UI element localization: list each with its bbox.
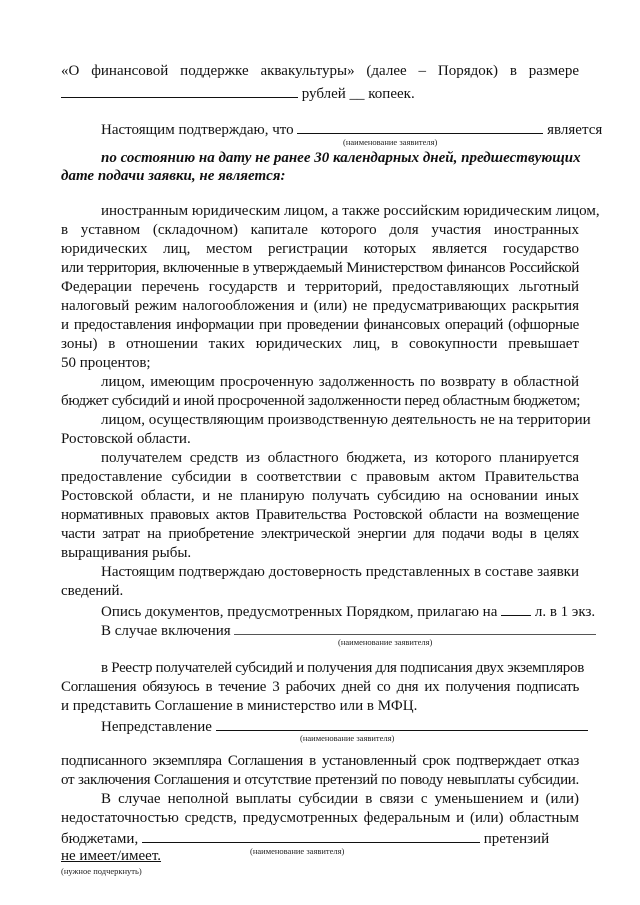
text-line: предоставление субсидии в соответствии с правовым актом Правительства: [61, 469, 579, 485]
amount-line: [61, 83, 415, 103]
caption: (наименование заявителя): [250, 846, 345, 856]
text-line: лицом, имеющим просроченную задолженность по возврату в областной: [101, 374, 579, 390]
text-line: подписанного экземпляра Соглашения в установленный срок подтверждает отказ: [61, 753, 579, 769]
has-claims-options[interactable]: не имеет/имеет.: [61, 848, 162, 864]
text-line: В случае неполной выплаты субсидии в связи с уменьшением и (или): [101, 791, 579, 807]
text-line: является: [547, 122, 603, 138]
text-line: Ростовской области, и не планирую получать субсидию на основании иных: [61, 488, 579, 504]
caption: (наименование заявителя): [338, 637, 433, 647]
text-line: получателем средств из областного бюджета, из которого планируется: [101, 450, 579, 466]
text-line: юридических лиц, местом регистрации которых является государство: [61, 241, 579, 257]
caption: (наименование заявителя): [343, 137, 438, 147]
text-line: или территория, включенные в утверждаемый Министерством финансов Российской: [61, 260, 579, 276]
inventory-line: [101, 601, 595, 621]
text-line: Опись документов, предусмотренных Порядком, прилагаю на: [101, 604, 498, 620]
text-line: налоговый режим налогообложения и (или) не предусматривающих раскрытия: [61, 298, 579, 314]
text-line: зоны) в отношении таких юридических лиц, в совокупности превышает: [61, 336, 579, 352]
text-line: дате подачи заявки, не является:: [61, 168, 286, 184]
text-line: бюджет субсидий и иной просроченной задолженности перед областным бюджетом;: [61, 393, 581, 409]
text-line: выращивания рыбы.: [61, 545, 192, 561]
text-line: и представить Соглашение в министерство или в МФЦ.: [61, 698, 418, 714]
text-line: претензий: [483, 831, 550, 847]
text-line: л. в 1 экз.: [534, 604, 596, 620]
text-line: Федерации перечень государств и территорий, предоставляющих льготный: [61, 279, 579, 295]
text-line: Соглашения обязуюсь в течение 3 рабочих дней со дня их получения подписать: [61, 679, 579, 695]
applicant-name-blank[interactable]: [142, 828, 480, 843]
text-line: и предоставления информации при проведении финансовых операций (офшорные: [61, 317, 579, 333]
text-line: в уставном (складочном) капитале которого доля участия иностранных: [61, 222, 579, 238]
amount-blank[interactable]: [61, 83, 298, 98]
text-line: лицом, осуществляющим производственную деятельность не на территории: [101, 412, 591, 428]
applicant-name-blank[interactable]: [297, 119, 543, 134]
applicant-name-blank[interactable]: [216, 716, 588, 731]
text-line: в Реестр получателей субсидий и получения для подписания двух экземпляров: [101, 660, 584, 676]
text-line: Настоящим подтверждаю, что: [101, 122, 294, 138]
text-line: «О финансовой поддержке аквакультуры» (далее – Порядок) в размере: [61, 63, 579, 79]
caption: (наименование заявителя): [300, 733, 395, 743]
text-line: недостаточностью средств, предусмотренных федеральным и (или) областным: [61, 810, 579, 826]
text-line: В случае включения: [101, 623, 231, 639]
text-line: иностранным юридическим лицом, а также российским юридическим лицом,: [101, 203, 600, 219]
budget-line: [61, 828, 549, 848]
applicant-name-blank[interactable]: [234, 620, 596, 635]
text-line: Непредставление: [101, 719, 212, 735]
confirm-line: [101, 119, 602, 139]
text-line: рублей __ копеек.: [301, 86, 415, 102]
caption: (нужное подчеркнуть): [61, 866, 142, 876]
text-line: бюджетами,: [61, 831, 139, 847]
text-line: 50 процентов;: [61, 355, 151, 371]
text-line: нормативных правовых актов Правительства Ростовской области на возмещение: [61, 507, 579, 523]
text-line: Ростовской области.: [61, 431, 191, 447]
text-line: части затрат на приобретение электрической энергии для подачи воды в целях: [61, 526, 579, 542]
text-line: Настоящим подтверждаю достоверность представленных в составе заявки: [101, 564, 579, 580]
text-line: от заключения Соглашения и отсутствие претензий по поводу невыплаты субсидии.: [61, 772, 579, 788]
text-line: сведений.: [61, 583, 124, 599]
text-line: по состоянию на дату не ранее 30 календарных дней, предшествующих: [101, 150, 581, 166]
sheet-count-blank[interactable]: [501, 601, 531, 616]
